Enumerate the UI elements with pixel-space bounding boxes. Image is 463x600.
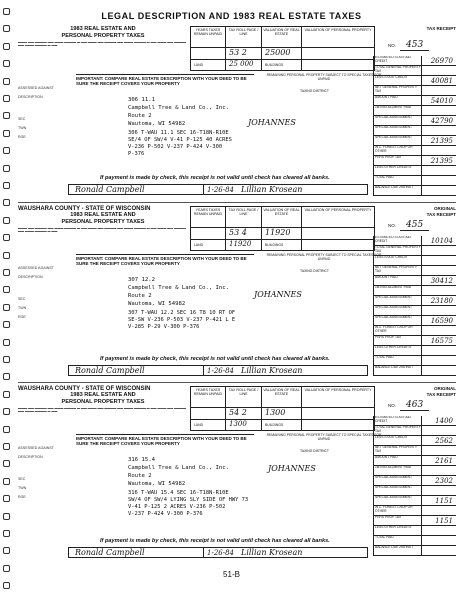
county-label: WAUSHARA COUNTY - STATE OF WISCONSIN <box>18 206 151 212</box>
tax-row <box>374 66 456 76</box>
tax-row-label: NET GENERAL PROPERTY TAX <box>375 86 418 93</box>
tax-row <box>374 266 456 276</box>
tax-row <box>374 446 456 456</box>
value-row <box>190 48 375 60</box>
land-buildings-row: LAND 25 000 BUILDINGS <box>190 60 375 71</box>
tax-row-amount <box>421 166 456 175</box>
tax-row-label: SPECIAL ASSESSMENT <box>375 316 413 319</box>
payer-signature: Ronald Campbell <box>75 548 145 557</box>
receipt-number: NO. 453 <box>388 40 456 50</box>
punch-hole <box>3 182 10 189</box>
tax-row-label: NET GENERAL PROPERTY TAX <box>375 446 418 453</box>
legal-description: 307 T-WAU 12.2 SEC 16 T8 10 RT OF SE-SW V-236 P-503 V-237 P-421 L E V-285 P-29 V-300 P-376 <box>128 310 236 330</box>
tax-row-amount: 2562 <box>421 436 456 445</box>
land-value: 1300 <box>226 420 262 431</box>
tax-row <box>374 166 456 176</box>
punch-hole <box>3 391 10 398</box>
tax-row-label: AMOUNT PAID <box>375 456 398 459</box>
punch-hole <box>3 165 10 172</box>
tax-row-label: W.C. FOREST CROP OR OTHER <box>375 506 413 513</box>
divider <box>18 382 456 383</box>
tax-row <box>374 136 456 146</box>
signature-bar <box>68 365 368 376</box>
punch-hole <box>3 582 10 589</box>
handwritten-owner: JOHANNES <box>268 464 316 473</box>
header-grid: YEARS TAXES REMAIN UNPAID TAX ROLL PAGE / LINE VALUATION OF REAL ESTATE VALUATION OF PERSONAL PROPERTY <box>190 26 375 48</box>
tax-row-label: LESS STATE CREDIT <box>375 76 408 79</box>
tax-row-amount: 1400 <box>421 416 456 425</box>
taxing-district-label: TAXING DISTRICT <box>300 449 329 453</box>
tax-row-label: LESS STATE CREDIT <box>375 436 408 439</box>
tax-row-amount: 54010 <box>421 96 456 105</box>
tax-row-label: SPECIAL ASSESSMENT <box>375 476 413 479</box>
punch-hole <box>3 199 10 206</box>
header-grid: YEARS TAXES REMAIN UNPAID TAX ROLL PAGE / LINE VALUATION OF REAL ESTATE VALUATION OF PERSONAL PROPERTY <box>190 206 375 228</box>
tax-amounts <box>373 236 456 376</box>
tax-row-label: BALANCE DUE 2nd INST <box>375 186 414 189</box>
side-labels: ASSESSED AGAINST DESCRIPTION SEC TWN RGE <box>18 266 54 319</box>
punch-hole <box>3 60 10 67</box>
tax-row <box>374 316 456 326</box>
tax-row <box>374 116 456 126</box>
tax-row <box>374 436 456 446</box>
taxing-district-label: TAXING DISTRICT <box>300 89 329 93</box>
tax-row <box>374 186 456 196</box>
tax-row <box>374 146 456 156</box>
tax-row <box>374 426 456 436</box>
fine-print: ▬▬▬ ▬▬ ▬▬▬▬ ▬▬ ▬▬▬ ▬▬▬▬ ▬ ▬▬ ▬▬▬ ▬▬ ▬▬▬▬ ▬▬ ▬▬▬ ▬▬▬▬ ▬ ▬▬ ▬▬▬ ▬▬ ▬▬▬▬ ▬▬ ▬▬▬ ▬▬▬▬ ▬ ▬▬ <box>18 227 187 234</box>
tax-row-amount <box>421 466 456 475</box>
tax-row <box>374 486 456 496</box>
tax-row-label: SPECIAL ASSESSMENT <box>375 126 413 129</box>
tax-row-amount <box>421 106 456 115</box>
real-estate-valuation: 1300 <box>262 408 302 420</box>
owner-address: 306 11.1 Campbell Tree & Land Co., Inc. Route 2 Wautoma, WI 54982 <box>128 97 230 127</box>
tax-row-amount <box>421 426 456 435</box>
owner-address: 307 12.2 Campbell Tree & Land Co., Inc. Route 2 Wautoma, WI 54982 <box>128 277 230 307</box>
tax-row <box>374 56 456 66</box>
tax-row-label: AMOUNT PAID <box>375 276 398 279</box>
land-value: 11920 <box>226 240 262 251</box>
taxing-district-label: TAXING DISTRICT <box>300 269 329 273</box>
punch-hole <box>3 530 10 537</box>
punch-hole <box>3 269 10 276</box>
tax-bill-1 <box>18 26 456 202</box>
payment-date: 1-26-84 <box>207 367 234 375</box>
land-value: 25 000 <box>226 60 262 71</box>
punch-hole <box>3 286 10 293</box>
punch-hole <box>3 443 10 450</box>
tax-row-label: TOTAL GENERAL PROPERTY TAX <box>375 426 421 433</box>
clerk-signature: Lillian Krosean <box>241 548 303 557</box>
divider <box>18 202 456 203</box>
tax-row <box>374 516 456 526</box>
punch-hole <box>3 78 10 85</box>
tax-row-label: 1st INSTALLMENT PAID <box>375 286 412 289</box>
tax-row <box>374 256 456 266</box>
tax-row <box>374 416 456 426</box>
bill-header <box>18 386 188 421</box>
personal-property-label: REMAINING PERSONAL PROPERTY SUBJECT TO SPECIAL TAXES FOR UNPAID <box>266 433 382 441</box>
tax-row <box>374 246 456 256</box>
tax-row-amount <box>421 66 456 75</box>
receipt-number: NO. 463 <box>388 400 456 410</box>
tax-row-label: ESTIMATED STATE AID CREDIT <box>375 416 411 423</box>
tax-row <box>374 476 456 486</box>
bill-title-line1: 1983 REAL ESTATE AND <box>70 212 136 218</box>
tax-row-label: BALANCE DUE 2nd INST <box>375 546 414 549</box>
roll-line: 2 <box>241 48 247 57</box>
bill-title-line1: 1983 REAL ESTATE AND <box>70 26 136 32</box>
tax-row-amount <box>421 256 456 265</box>
tax-row <box>374 546 456 556</box>
tax-row <box>374 86 456 96</box>
tax-row-label: NET GENERAL PROPERTY TAX <box>375 266 418 273</box>
tax-row <box>374 506 456 516</box>
tax-row <box>374 296 456 306</box>
tax-row <box>374 286 456 296</box>
roll-page: 53 <box>229 228 240 237</box>
real-estate-valuation: 25000 <box>262 48 302 60</box>
roll-page: 54 <box>229 408 240 417</box>
land-buildings-row: LAND 1300 BUILDINGS <box>190 420 375 431</box>
clerk-signature: Lillian Krosean <box>241 366 303 375</box>
tax-row <box>374 306 456 316</box>
clerk-signature: Lillian Krosean <box>241 185 303 194</box>
punch-hole <box>3 234 10 241</box>
tax-row-amount <box>421 366 456 375</box>
bill-header <box>18 206 188 241</box>
tax-row-label: 1st INSTALLMENT PAID <box>375 106 412 109</box>
tax-row <box>374 466 456 476</box>
tax-row-label: ESTIMATED STATE AID CREDIT <box>375 236 411 243</box>
tax-row-label: TOTAL GENERAL PROPERTY TAX <box>375 66 421 73</box>
tax-row-amount <box>421 146 456 155</box>
punch-hole <box>3 356 10 363</box>
punch-holes <box>3 8 11 594</box>
tax-row-label: LESS OTHER CREDITS <box>375 526 412 529</box>
tax-row-amount: 16575 <box>421 336 456 345</box>
tax-row-label: SPECIAL ASSESSMENT <box>375 296 413 299</box>
tax-row <box>374 326 456 336</box>
bill-header <box>18 26 188 55</box>
tax-row-amount <box>421 486 456 495</box>
punch-hole <box>3 513 10 520</box>
tax-row <box>374 346 456 356</box>
owner-address: 316 15.4 Campbell Tree & Land Co., Inc. Route 2 Wautoma, WI 54982 <box>128 457 230 487</box>
tax-row-label: ESTIMATED STATE AID CREDIT <box>375 56 411 63</box>
receipt-number: NO. 455 <box>388 220 456 230</box>
punch-hole <box>3 321 10 328</box>
tax-row-amount <box>421 266 456 275</box>
punch-hole <box>3 408 10 415</box>
punch-hole <box>3 373 10 380</box>
tax-row-amount <box>421 506 456 515</box>
fine-print: ▬▬▬ ▬▬ ▬▬▬▬ ▬▬ ▬▬▬ ▬▬▬▬ ▬ ▬▬ ▬▬▬ ▬▬ ▬▬▬▬ ▬▬ ▬▬▬ ▬▬▬▬ ▬ ▬▬ ▬▬▬ ▬▬ ▬▬▬▬ ▬▬ ▬▬▬ ▬▬▬▬ ▬ ▬▬ <box>18 41 187 48</box>
tax-row-label: PERS PROP TAX <box>375 516 402 519</box>
signature-bar <box>68 184 368 195</box>
tax-row-amount <box>421 546 456 555</box>
tax-row-amount: 21395 <box>421 136 456 145</box>
tax-receipt-label: TAX RECEIPT <box>426 26 456 31</box>
tax-row-amount <box>421 86 456 95</box>
legal-description: 306 T-WAU 11.1 SEC 16-T18N-R10E SE/4 OF SW/4 V-41 P-125 40 ACRES V-236 P-502 V-237 P-424 V-300 P-376 <box>128 130 232 157</box>
header-grid: YEARS TAXES REMAIN UNPAID TAX ROLL PAGE / LINE VALUATION OF REAL ESTATE VALUATION OF PERSONAL PROPERTY <box>190 386 375 408</box>
roll-line: 2 <box>241 408 247 417</box>
tax-row <box>374 276 456 286</box>
tax-row-label: TOTAL PAID <box>375 536 394 539</box>
tax-row-amount: 23180 <box>421 296 456 305</box>
tax-row <box>374 536 456 546</box>
punch-hole <box>3 495 10 502</box>
tax-receipt-label: ORIGINAL TAX RECEIPT <box>426 386 456 397</box>
tax-row-label: BALANCE DUE 2nd INST <box>375 366 414 369</box>
side-labels: ASSESSED AGAINST DESCRIPTION SEC TWN RGE <box>18 446 54 499</box>
punch-hole <box>3 25 10 32</box>
handwritten-owner: JOHANNES <box>248 118 296 127</box>
tax-row-label: 1st INSTALLMENT PAID <box>375 466 412 469</box>
tax-row <box>374 106 456 116</box>
tax-row <box>374 366 456 376</box>
tax-row-amount: 2161 <box>421 456 456 465</box>
payer-signature: Ronald Campbell <box>75 366 145 375</box>
land-buildings-row: LAND 11920 BUILDINGS <box>190 240 375 251</box>
personal-property-label: REMAINING PERSONAL PROPERTY SUBJECT TO SPECIAL TAXES FOR UNPAID <box>266 253 382 261</box>
county-label: WAUSHARA COUNTY - STATE OF WISCONSIN <box>18 386 151 392</box>
tax-row-amount <box>421 446 456 455</box>
tax-row-amount <box>421 246 456 255</box>
punch-hole <box>3 43 10 50</box>
tax-row-label: SPECIAL ASSESSMENT <box>375 116 413 119</box>
personal-property-label: REMAINING PERSONAL PROPERTY SUBJECT TO SPECIAL TAXES FOR UNPAID <box>266 73 382 81</box>
punch-hole <box>3 147 10 154</box>
handwritten-owner: JOHANNES <box>254 290 302 299</box>
tax-row-amount: 2302 <box>421 476 456 485</box>
tax-row <box>374 176 456 186</box>
tax-row-amount: 30412 <box>421 276 456 285</box>
payment-date: 1-26-84 <box>207 186 234 194</box>
tax-row-amount <box>421 186 456 195</box>
tax-amounts <box>373 56 456 196</box>
payment-date: 1-26-84 <box>207 549 234 557</box>
check-notice: If payment is made by check, this receipt is not valid until check has cleared all banks. <box>100 538 330 544</box>
tax-row-amount: 10104 <box>421 236 456 245</box>
punch-hole <box>3 426 10 433</box>
tax-row-label: SPECIAL ASSESSMENT <box>375 136 413 139</box>
tax-row-label: PERS PROP TAX <box>375 336 402 339</box>
page-title: LEGAL DESCRIPTION AND 1983 REAL ESTATE TAXES <box>101 11 362 21</box>
tax-receipt-label: ORIGINAL TAX RECEIPT <box>426 206 456 217</box>
roll-line: 4 <box>241 228 247 237</box>
tax-row-label: W.C. FOREST CROP OR OTHER <box>375 326 413 333</box>
punch-hole <box>3 547 10 554</box>
tax-row-amount <box>421 536 456 545</box>
tax-row-amount: 16590 <box>421 316 456 325</box>
punch-hole <box>3 130 10 137</box>
tax-row <box>374 236 456 246</box>
tax-row-label: AMOUNT PAID <box>375 96 398 99</box>
legal-description: 316 T-WAU 15.4 SEC 16-T18N-R10E SW/4 OF SW/4 LYING SLY SIDE OF HWY 73 V-41 P-125 2 ACRES V-236 P-502 V-237 P-424 V-300 P-376 <box>128 490 249 517</box>
punch-hole <box>3 478 10 485</box>
tax-row-label: LESS OTHER CREDITS <box>375 346 412 349</box>
tax-amounts <box>373 416 456 556</box>
tax-row-label: SPECIAL ASSESSMENT <box>375 496 413 499</box>
tax-row-amount: 26970 <box>421 56 456 65</box>
tax-row-label: SPECIAL ASSESSMENT <box>375 306 413 309</box>
tax-row-label: PERS PROP TAX <box>375 156 402 159</box>
tax-row-amount <box>421 306 456 315</box>
tax-row-label: TOTAL GENERAL PROPERTY TAX <box>375 246 421 253</box>
punch-hole <box>3 252 10 259</box>
tax-row-label: W.C. FOREST CROP OR OTHER <box>375 146 413 153</box>
check-notice: If payment is made by check, this receipt is not valid until check has cleared all banks. <box>100 175 330 181</box>
tax-row <box>374 126 456 136</box>
tax-row-amount <box>421 346 456 355</box>
tax-row <box>374 336 456 346</box>
punch-hole <box>3 460 10 467</box>
tax-row-amount <box>421 326 456 335</box>
tax-row-amount <box>421 176 456 185</box>
side-labels: ASSESSED AGAINST DESCRIPTION SEC TWN RGE <box>18 86 54 139</box>
tax-row-label: LESS STATE CREDIT <box>375 256 408 259</box>
tax-bill-2 <box>18 206 456 382</box>
bill-title-line1: 1983 REAL ESTATE AND <box>70 392 136 398</box>
tax-row <box>374 356 456 366</box>
tax-row-amount: 42790 <box>421 116 456 125</box>
tax-row-amount: 1151 <box>421 496 456 505</box>
payer-signature: Ronald Campbell <box>75 185 145 194</box>
tax-row-label: LESS OTHER CREDITS <box>375 166 412 169</box>
bill-title-line2: PERSONAL PROPERTY TAXES <box>61 398 145 405</box>
tax-row <box>374 76 456 86</box>
fine-print: ▬▬▬ ▬▬ ▬▬▬▬ ▬▬ ▬▬▬ ▬▬▬▬ ▬ ▬▬ ▬▬▬ ▬▬ ▬▬▬▬ ▬▬ ▬▬▬ ▬▬▬▬ ▬ ▬▬ ▬▬▬ ▬▬ ▬▬▬▬ ▬▬ ▬▬▬ ▬▬▬▬ ▬ ▬▬ <box>18 407 187 414</box>
bill-title-line2: PERSONAL PROPERTY TAXES <box>61 32 145 39</box>
tax-row-amount <box>421 126 456 135</box>
bill-title-line2: PERSONAL PROPERTY TAXES <box>61 218 145 225</box>
tax-row-amount: 21395 <box>421 156 456 165</box>
tax-row <box>374 156 456 166</box>
tax-row-amount <box>421 286 456 295</box>
punch-hole <box>3 112 10 119</box>
punch-hole <box>3 304 10 311</box>
punch-hole <box>3 339 10 346</box>
roll-page: 53 <box>229 48 240 57</box>
check-notice: If payment is made by check, this receipt is not valid until check has cleared all banks. <box>100 356 330 362</box>
tax-row-amount: 1151 <box>421 516 456 525</box>
tax-row <box>374 496 456 506</box>
tax-row-amount <box>421 356 456 365</box>
punch-hole <box>3 95 10 102</box>
deed-notice: IMPORTANT: COMPARE REAL ESTATE DESCRIPTION WITH YOUR DEED TO BE SURE THE RECEIPT COVERS YOUR PROPERTY <box>76 434 254 446</box>
tax-row <box>374 526 456 536</box>
tax-row-label: TOTAL PAID <box>375 176 394 179</box>
punch-hole <box>3 217 10 224</box>
tax-row-amount <box>421 526 456 535</box>
tax-row <box>374 96 456 106</box>
deed-notice: IMPORTANT: COMPARE REAL ESTATE DESCRIPTION WITH YOUR DEED TO BE SURE THE RECEIPT COVERS YOUR PROPERTY <box>76 254 254 266</box>
real-estate-valuation: 11920 <box>262 228 302 240</box>
tax-row-label: TOTAL PAID <box>375 356 394 359</box>
tax-row <box>374 456 456 466</box>
tax-bill-3 <box>18 386 456 564</box>
signature-bar <box>68 547 368 558</box>
value-row <box>190 408 375 420</box>
tax-row-label: SPECIAL ASSESSMENT <box>375 486 413 489</box>
value-row <box>190 228 375 240</box>
deed-notice: IMPORTANT: COMPARE REAL ESTATE DESCRIPTION WITH YOUR DEED TO BE SURE THE RECEIPT COVERS YOUR PROPERTY <box>76 74 254 86</box>
page-footer: 51-B <box>223 570 240 579</box>
tax-row-amount: 40081 <box>421 76 456 85</box>
